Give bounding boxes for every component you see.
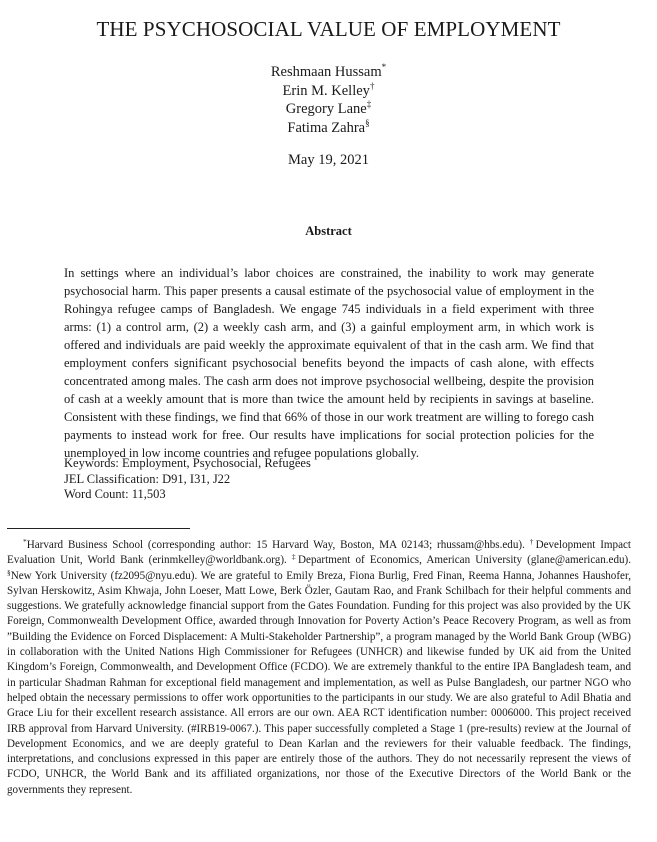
abstract-text <box>64 246 594 462</box>
footnote-mark: § <box>7 567 11 577</box>
author-name: Reshmaan Hussam <box>270 64 382 80</box>
paper-title: THE PSYCHOSOCIAL VALUE OF EMPLOYMENT <box>96 17 561 41</box>
footnote-mark: † <box>529 537 536 546</box>
footnote-rule <box>7 528 190 529</box>
author-list <box>0 63 657 137</box>
abstract-paragraph: In settings where an individual’s labor choices are constrained, the inability to work may generate psychosocial harm. This paper presents a causal estimate of the psychosocial value of employment in the Rohingya refugee camps of Bangladesh. We engage 745 individuals in a field experiment with three arms: (1) a control arm, (2) a weekly cash arm, and (3) a gainful employment arm, in which work is offered and individuals are paid weekly the approximate equivalent of that in the cash arm. We find that employment confers significant psychosocial benefits beyond the impacts of cash alone, with effects concentrated among males. The cash arm does not improve psychosocial wellbeing, despite the provision of cash at a weekly amount that is more than twice the amount held by recipients in savings at baseline. Consistent with these findings, we find that 66% of those in our work treatment are willing to forego cash payments to instead work for free. Our results have implications for social protection policies for the unemployed in low income countries and refugee populations globally. <box>64 266 594 460</box>
author-line <box>0 100 657 119</box>
keywords-block <box>64 456 594 503</box>
author-mark: * <box>381 62 387 72</box>
author-line <box>0 82 657 101</box>
abstract-heading: Abstract <box>305 224 352 238</box>
footnotes <box>7 538 631 798</box>
author-mark: § <box>365 117 370 128</box>
author-mark: † <box>369 80 375 91</box>
footnote-text: Harvard Business School (corresponding author: 15 Harvard Way, Boston, MA 02143; rhussam@hbs.edu). <box>26 539 525 551</box>
author-line <box>0 119 657 138</box>
author-name: Erin M. Kelley <box>282 82 370 99</box>
author-name: Gregory Lane <box>285 101 367 117</box>
footnote-text: New York University (fz2095@nyu.edu). We are grateful to Emily Breza, Fiona Burlig, Fred Finan, Reema Hanna, Johannes Haushofer, Sylvan Herskowitz, Asim Khwaja, John Loeser, Matt Lowe, Berk Özler, Gautam Rao, and Frank Schilbach for their helpful comments and suggestions. We gratefully acknowledge financial support from the Gates Foundation. Funding for this project was also provided by the UK Foreign, Commonwealth Development Office, awarded through Innovation for Poverty Action’s Peace Recovery Program, as well as from ”Building the Evidence on Forced Displacement: A Multi-Stakeholder Partnership”, a program managed by the World Bank Group (WBG) in collaboration with the United Nations High Commissioner for Refugees (UNHCR) and likewise funded by UK aid from the United Kingdom’s Foreign, Commonwealth, and Development Office (FCDO). We are extremely thankful to the entire IPA Bangladesh team, and in particular Shadman Rahman for exceptional field management and implementation, as well as Pulse Bangladesh, our partner NGO who helped obtain the necessary permissions to offer work opportunities to the participants in our study. We are also grateful to Adil Bhatia and Grace Liu for their excellent research assistance. All errors are our own. AEA RCT identification number: 0006000. This project received IRB approval from Harvard University. (#IRB19-0067.). This paper successfully completed a Stage 1 (pre-results) review at the Journal of Development Economics, and we are deeply grateful to Dean Karlan and the reviewers for their valuable feedback. The findings, interpretations, and conclusions expressed in this paper are entirely those of the authors. They do not necessarily represent the views of FCDO, UNHCR, the World Bank and its affiliated organizations, nor those of the Executive Directors of the World Bank or the governments they represent. <box>7 569 631 796</box>
footnote-text: Department of Economics, American University (glane@american.edu). <box>298 554 632 567</box>
footnote-text: Development Impact Evaluation Unit, World Bank (erinmkelley@worldbank.org). <box>7 539 632 567</box>
author-name: Fatima Zahra <box>287 119 366 136</box>
word-count-line: Word Count: 11,503 <box>64 487 166 501</box>
paper-date: May 19, 2021 <box>288 152 369 168</box>
author-mark: ‡ <box>366 99 372 109</box>
footnote-paragraph <box>7 538 631 798</box>
jel-line: JEL Classification: D91, I31, J22 <box>64 471 231 486</box>
author-line <box>0 63 657 82</box>
keywords-line: Keywords: Employment, Psychosocial, Refugees <box>64 456 311 470</box>
footnote-mark: ‡ <box>291 552 299 562</box>
footnote-mark: * <box>23 537 27 546</box>
